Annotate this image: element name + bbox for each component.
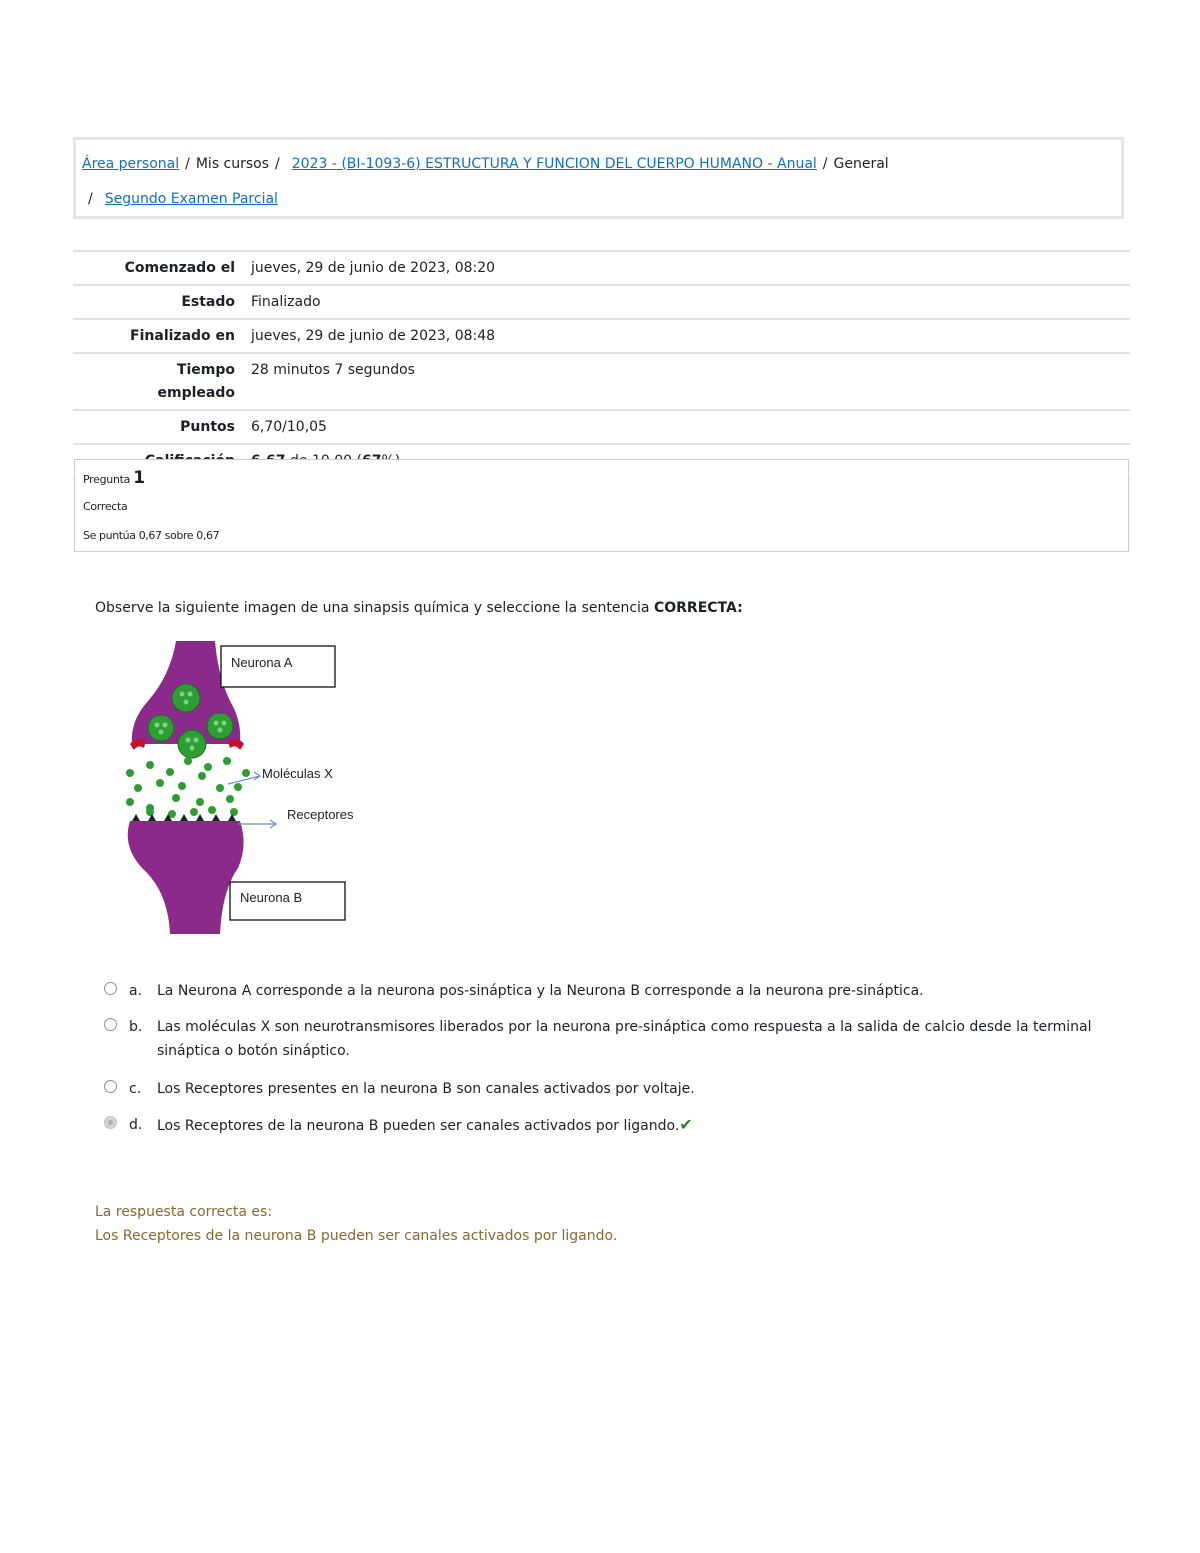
summary-label-part: Tiempo: [176, 362, 235, 378]
summary-row-finished: [73, 319, 1130, 353]
correct-answer-feedback: [95, 1200, 617, 1248]
breadcrumb-line-1: [82, 156, 889, 172]
neuron-a-label: Neurona A: [231, 655, 293, 670]
summary-label: Finalizado en: [73, 319, 251, 353]
answer-letter: d.: [129, 1117, 143, 1133]
answer-letter: a.: [129, 983, 143, 999]
question-text-bold: CORRECTA:: [653, 600, 743, 616]
breadcrumb-link-area-personal[interactable]: Área personal: [82, 156, 180, 172]
breadcrumb-separator: /: [185, 156, 190, 172]
answer-radio[interactable]: [104, 1080, 117, 1093]
summary-value: 28 minutos 7 segundos: [251, 353, 1130, 410]
answer-letter: b.: [129, 1019, 143, 1035]
molecules-arrow: [228, 776, 260, 784]
breadcrumb-separator: /: [88, 191, 93, 207]
answer-letter: c.: [129, 1081, 142, 1097]
question-text-prefix: Observe la siguiente imagen de una sinapsis química y seleccione la sentencia: [95, 600, 654, 616]
summary-value: jueves, 29 de junio de 2023, 08:48: [251, 319, 1130, 353]
question-info: [74, 459, 1129, 552]
summary-row-points: [73, 410, 1130, 444]
summary-value: 6,70/10,05: [251, 410, 1130, 444]
breadcrumb-separator: /: [822, 156, 828, 172]
feedback-answer: Los Receptores de la neurona B pueden ser canales activados por ligando.: [95, 1228, 618, 1244]
summary-value: Finalizado: [251, 285, 1130, 319]
question-number-value: 1: [133, 468, 145, 488]
summary-row-started: [73, 251, 1130, 285]
summary-value: jueves, 29 de junio de 2023, 08:20: [251, 251, 1130, 285]
answer-text-container: [157, 1113, 1112, 1138]
summary-label-part: empleado: [157, 385, 235, 401]
summary-label: Estado: [73, 285, 251, 319]
summary-label: Puntos: [73, 410, 251, 444]
breadcrumb-link-course[interactable]: 2023 - (BI-1093-6) ESTRUCTURA Y FUNCION DEL CUERPO HUMANO - Anual: [291, 156, 817, 172]
breadcrumb-item-mis-cursos: Mis cursos: [195, 156, 270, 172]
summary-row-state: [73, 285, 1130, 319]
answer-radio[interactable]: [104, 1018, 117, 1031]
molecules-label: Moléculas X: [262, 766, 333, 781]
question-number: [83, 468, 145, 488]
question-text: [95, 600, 743, 616]
synapse-diagram-image: [120, 636, 380, 941]
breadcrumb: [73, 137, 1124, 219]
answer-text: La Neurona A corresponde a la neurona pos-sináptica y la Neurona B corresponde a la neurona pre-sináptica.: [157, 983, 924, 999]
molecules-x: [126, 757, 250, 818]
receptor-cap-right: [228, 739, 244, 750]
molecules-arrow-head: [254, 772, 260, 780]
answer-text: Las moléculas X son neurotransmisores liberados por la neurona pre-sináptica como respuesta a la salida de calcio desde la terminal sináptica o botón sináptico.: [157, 1019, 1092, 1059]
breadcrumb-item-general: General: [833, 156, 889, 172]
summary-label: [73, 353, 251, 410]
summary-row-time: [73, 353, 1130, 410]
quiz-summary-table: [73, 250, 1130, 479]
answer-text: Los Receptores de la neurona B pueden ser canales activados por ligando.: [157, 1118, 680, 1134]
correct-check-icon: ✔: [679, 1115, 693, 1134]
question-grade: Se puntúa 0,67 sobre 0,67: [83, 529, 220, 542]
neuron-b-shape: [128, 821, 244, 934]
breadcrumb-separator: /: [275, 156, 280, 172]
breadcrumb-link-exam[interactable]: Segundo Examen Parcial: [104, 191, 278, 207]
neuron-b-label: Neurona B: [240, 890, 303, 905]
answer-text: Los Receptores presentes en la neurona B son canales activados por voltaje.: [157, 1081, 695, 1097]
answer-radio[interactable]: [104, 982, 117, 995]
breadcrumb-line-2: [88, 191, 278, 207]
question-label: Pregunta: [83, 473, 131, 486]
answer-radio-selected[interactable]: [104, 1116, 117, 1129]
question-status: Correcta: [83, 500, 128, 513]
feedback-heading: La respuesta correcta es:: [95, 1204, 273, 1220]
summary-label: Comenzado el: [73, 251, 251, 285]
receptors-label: Receptores: [287, 807, 354, 822]
